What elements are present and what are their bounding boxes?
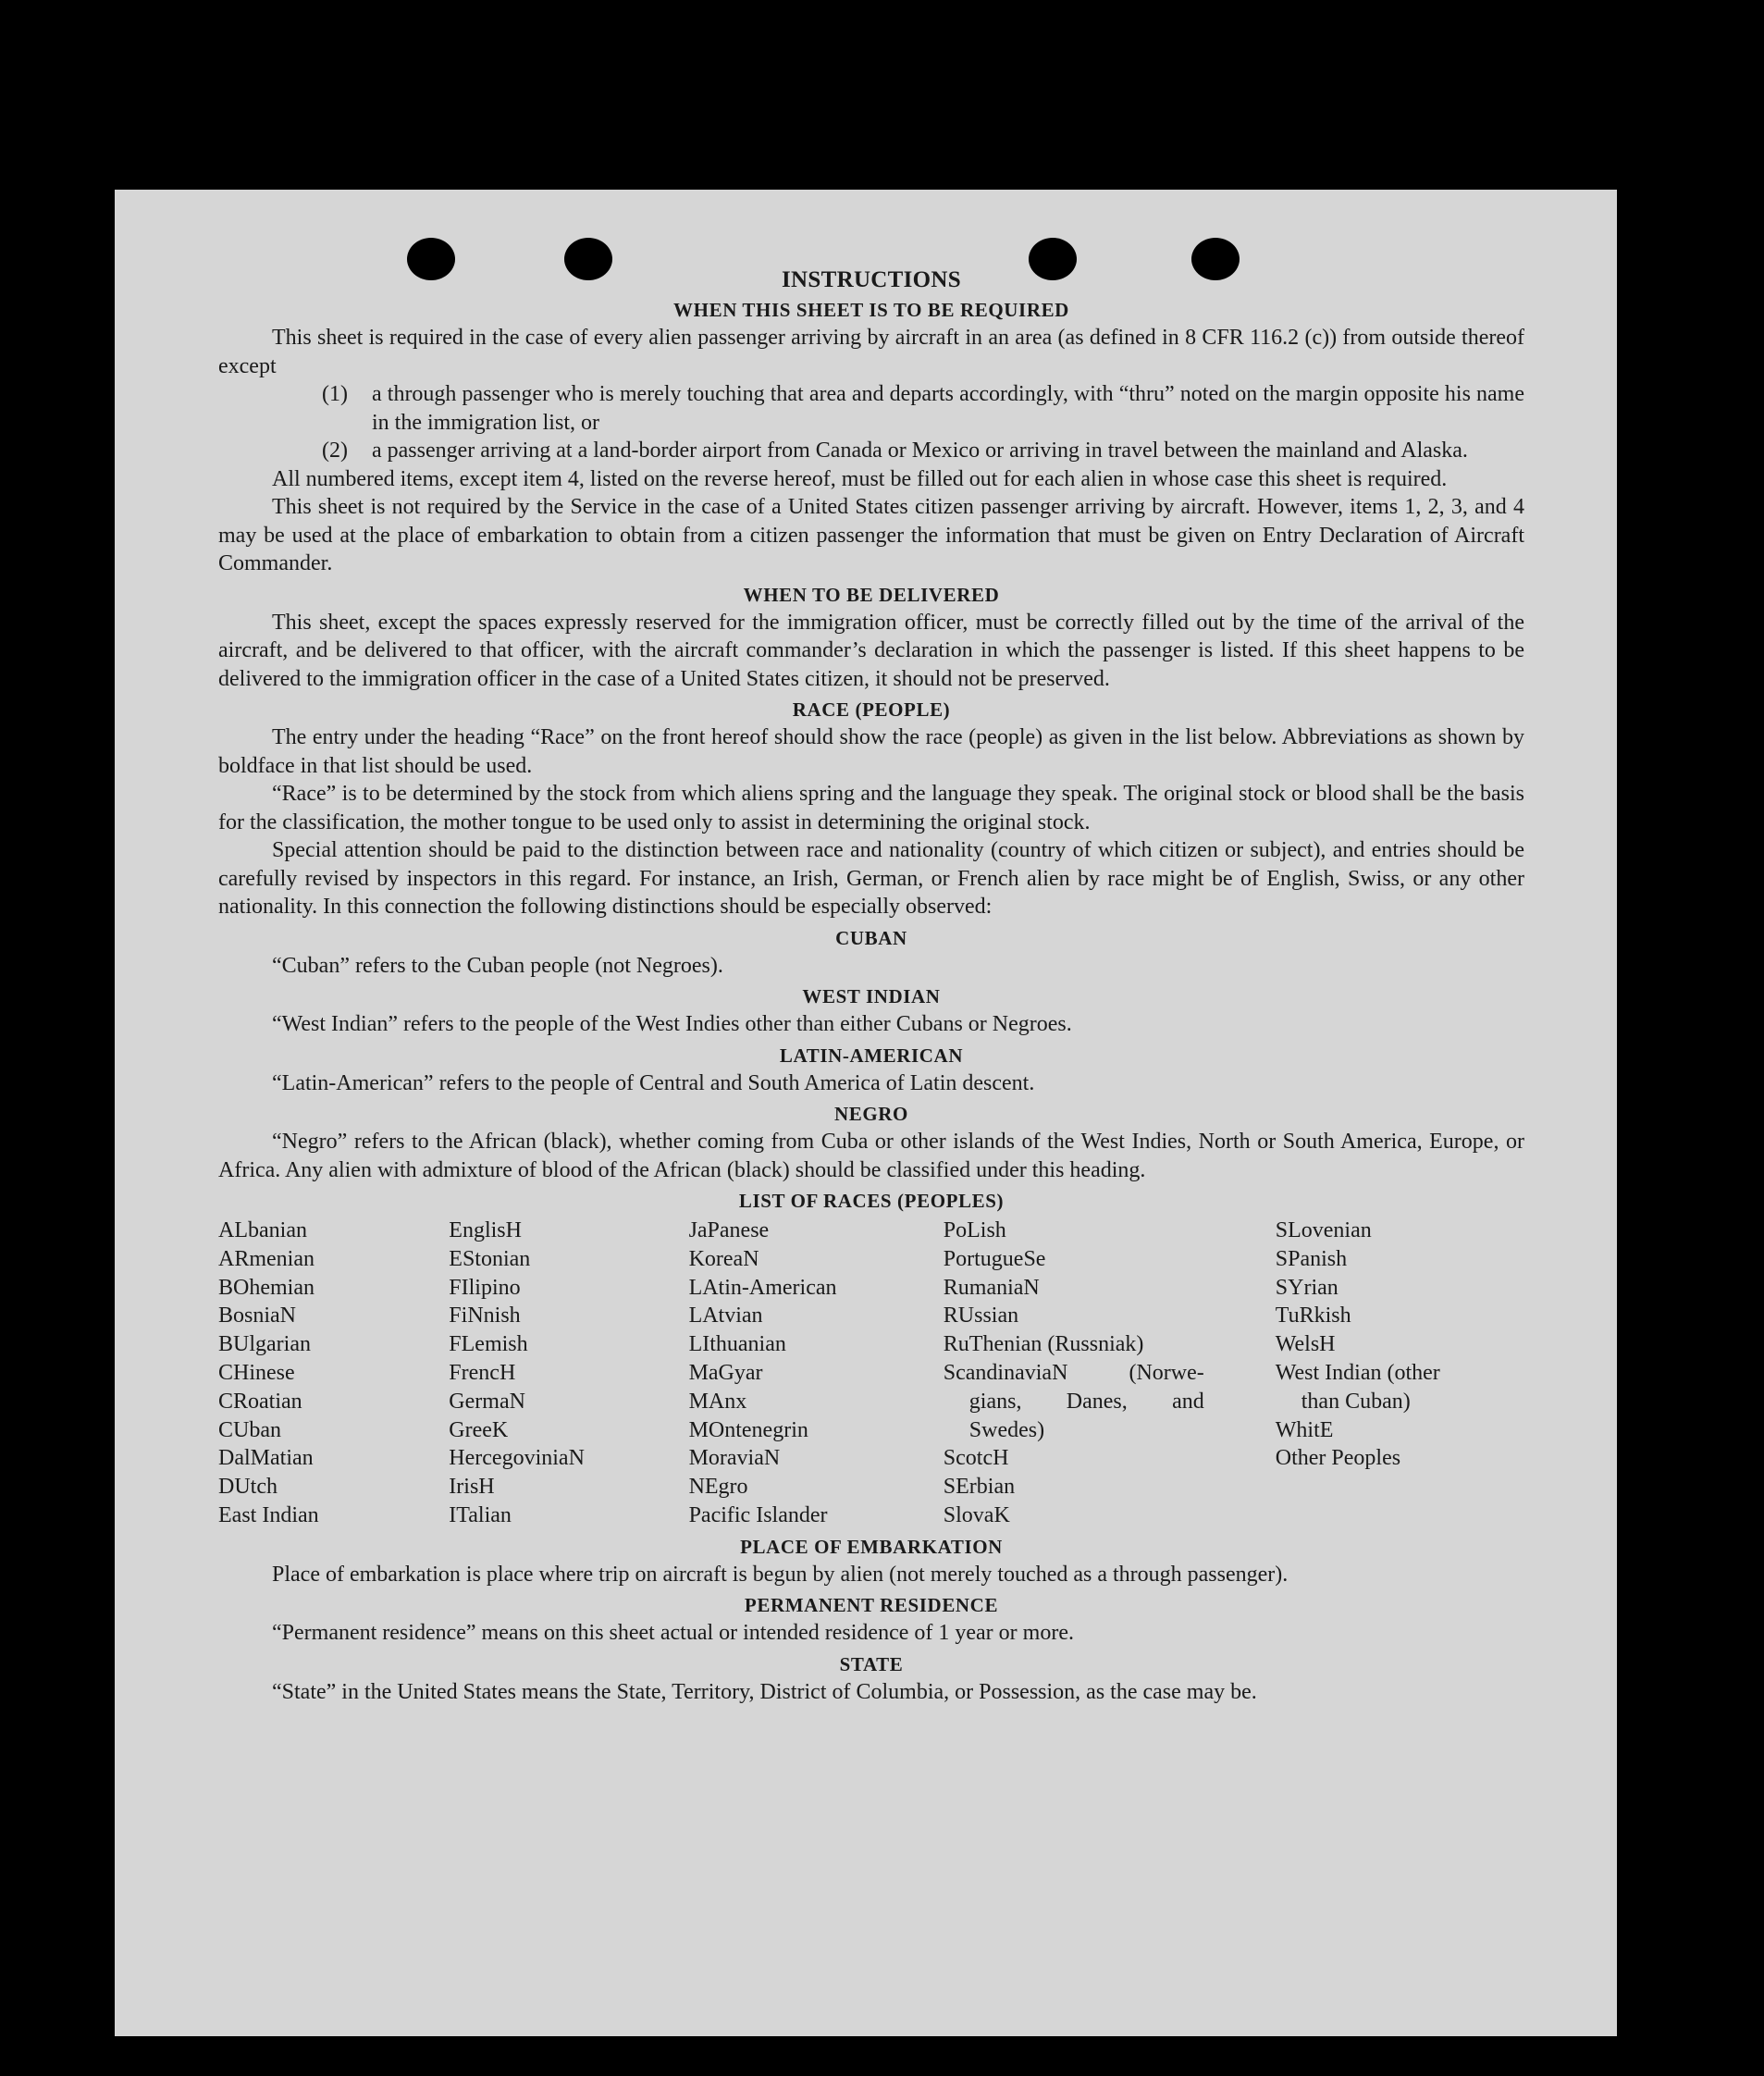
section-heading: RACE (PEOPLE): [792, 698, 951, 721]
race-item: BOhemian: [218, 1275, 315, 1300]
race-item: WelsH: [1275, 1332, 1336, 1357]
race-item-continued: Swedes): [968, 1417, 1045, 1442]
race-item: DalMatian: [218, 1446, 314, 1471]
race-item: ScandinaviaN (Norwe-: [943, 1360, 1204, 1385]
race-item-continued: gians, Danes, and: [968, 1389, 1204, 1414]
race-item: ALbanian: [218, 1218, 307, 1242]
race-item: IrisH: [449, 1475, 495, 1500]
paragraph: “Latin-American” refers to the people of Central and South America of Latin descent.: [272, 1070, 1035, 1095]
race-item: RUssian: [943, 1304, 1019, 1328]
race-column: [218, 1217, 449, 1530]
race-item: WhitE: [1275, 1417, 1334, 1442]
section-heading: WHEN TO BE DELIVERED: [743, 583, 1000, 606]
race-item: SlovaK: [943, 1502, 1010, 1527]
paragraph: “Permanent residence” means on this sheet actual or intended residence of 1 year or more.: [272, 1621, 1074, 1646]
race-item: GreeK: [449, 1417, 509, 1442]
race-item: BUlgarian: [218, 1332, 311, 1357]
race-item: LAtin-American: [688, 1275, 837, 1300]
paragraph: “Race” is to be determined by the stock from which aliens spring and the language they speak. The original stock or blood shall be the basis for the classification, the mother tongue to be used only to assist in determining the original stock.: [218, 782, 1524, 834]
race-item: SLovenian: [1275, 1218, 1372, 1242]
race-item: ITalian: [449, 1502, 512, 1527]
section-heading: NEGRO: [833, 1103, 908, 1125]
race-item: NEgro: [688, 1475, 748, 1500]
item-text: a through passenger who is merely touching that area and departs accordingly, with “thru” noted on the margin opposite his name in the immigration list, or: [372, 382, 1524, 435]
race-item: FiNnish: [449, 1304, 521, 1328]
race-item: HercegoviniaN: [449, 1446, 585, 1471]
race-item: EStonian: [449, 1246, 531, 1271]
race-item: SErbian: [943, 1475, 1016, 1500]
list-item: [218, 437, 1524, 465]
section-heading: PERMANENT RESIDENCE: [744, 1594, 999, 1617]
paragraph: All numbered items, except item 4, listed on the reverse hereof, must be filled out for each alien in whose case this sheet is required.: [272, 466, 1448, 491]
race-item: LAtvian: [688, 1304, 763, 1328]
race-item: SYrian: [1275, 1275, 1338, 1300]
race-item: BosniaN: [218, 1304, 296, 1328]
race-item: CHinese: [218, 1360, 295, 1385]
race-item: MAnx: [688, 1389, 747, 1414]
section-heading: PLACE OF EMBARKATION: [740, 1535, 1003, 1558]
race-item: ScotcH: [943, 1446, 1009, 1471]
race-item: ARmenian: [218, 1246, 315, 1271]
punch-hole: [1029, 238, 1077, 280]
section-heading: LATIN-AMERICAN: [779, 1044, 964, 1067]
race-item-continued: than Cuban): [1301, 1389, 1411, 1414]
section-heading: WEST INDIAN: [802, 985, 941, 1007]
list-item: [218, 380, 1524, 437]
paragraph: “Negro” refers to the African (black), whether coming from Cuba or other islands of the West Indies, North or South America, Europe, or Africa. Any alien with admixture of blood of the African (black) should be classified under this heading.: [218, 1130, 1524, 1182]
paragraph: Special attention should be paid to the distinction between race and nationality (country of which citizen or subject), and entries should be carefully revised by inspectors in this regard. For instance, an Irish, German, or French alien by race might be of English, Swiss, or any other nationality. In this connection the following distinctions should be especially observed:: [218, 838, 1524, 919]
punch-hole: [1191, 238, 1240, 280]
paragraph: “State” in the United States means the State, Territory, District of Columbia, or Possession, as the case may be.: [272, 1679, 1257, 1704]
race-item: EnglisH: [449, 1218, 522, 1242]
section-heading: CUBAN: [835, 926, 907, 949]
race-item: FrencH: [449, 1360, 516, 1385]
race-item: Pacific Islander: [688, 1502, 828, 1527]
race-item: CRoatian: [218, 1389, 302, 1414]
race-item: RumaniaN: [943, 1275, 1040, 1300]
paragraph: This sheet is not required by the Service in the case of a United States citizen passenger arriving by aircraft. However, items 1, 2, 3, and 4 may be used at the place of embarkation to obtain from a citizen passenger the information that must be given on Entry Declaration of Aircraft Commander.: [218, 495, 1524, 575]
item-number: (1): [322, 382, 348, 406]
race-item: FIlipino: [449, 1275, 521, 1300]
punch-hole: [564, 238, 612, 280]
race-item: CUban: [218, 1417, 281, 1442]
race-column: [689, 1217, 944, 1530]
paragraph: “West Indian” refers to the people of the West Indies other than either Cubans or Negroes.: [272, 1012, 1072, 1036]
race-item: West Indian (other: [1275, 1360, 1440, 1385]
item-text: a passenger arriving at a land-border airport from Canada or Mexico or arriving in travel between the mainland and Alaska.: [372, 439, 1468, 463]
paragraph: The entry under the heading “Race” on the front hereof should show the race (people) as given in the list below. Abbreviations as shown by boldface in that list should be used.: [218, 725, 1524, 778]
race-item: PoLish: [943, 1218, 1006, 1242]
race-item: GermaN: [449, 1389, 525, 1414]
race-item: RuThenian (Russniak): [943, 1332, 1144, 1357]
race-item: MoraviaN: [688, 1446, 781, 1471]
race-column: [1276, 1217, 1524, 1530]
race-item: LIthuanian: [688, 1332, 786, 1357]
race-item: Other Peoples: [1275, 1446, 1401, 1471]
race-item: DUtch: [218, 1475, 278, 1500]
section-heading: STATE: [839, 1652, 904, 1675]
punch-hole: [407, 238, 455, 280]
race-item: MaGyar: [688, 1360, 763, 1385]
item-number: (2): [322, 439, 348, 463]
race-item: JaPanese: [688, 1218, 770, 1242]
section-heading: WHEN THIS SHEET IS TO BE REQUIRED: [673, 299, 1069, 321]
race-item: FLemish: [449, 1332, 528, 1357]
race-item: PortugueSe: [943, 1246, 1046, 1271]
page-title: INSTRUCTIONS: [782, 267, 961, 292]
instruction-sheet: [115, 190, 1617, 2036]
race-item: TuRkish: [1275, 1304, 1351, 1328]
paragraph: This sheet is required in the case of every alien passenger arriving by aircraft in an area (as defined in 8 CFR 116.2 (c)) from outside thereof except: [218, 326, 1524, 378]
section-heading: LIST OF RACES (PEOPLES): [738, 1190, 1005, 1212]
race-item: MOntenegrin: [688, 1417, 808, 1442]
race-column: [944, 1217, 1276, 1530]
race-column: [449, 1217, 688, 1530]
race-item: KoreaN: [688, 1246, 759, 1271]
paragraph: Place of embarkation is place where trip on aircraft is begun by alien (not merely touched as a through passenger).: [272, 1562, 1289, 1587]
paragraph: “Cuban” refers to the Cuban people (not Negroes).: [272, 953, 723, 978]
paragraph: This sheet, except the spaces expressly reserved for the immigration officer, must be correctly filled out by the time of the arrival of the aircraft, and be delivered to that officer, with the aircraft commander’s declaration in which the passenger is listed. If this sheet happens to be delivered to the immigration officer in the case of a United States citizen, it should not be preserved.: [218, 610, 1524, 691]
race-item: East Indian: [218, 1502, 319, 1527]
race-list: [218, 1217, 1524, 1530]
race-item: SPanish: [1275, 1246, 1348, 1271]
